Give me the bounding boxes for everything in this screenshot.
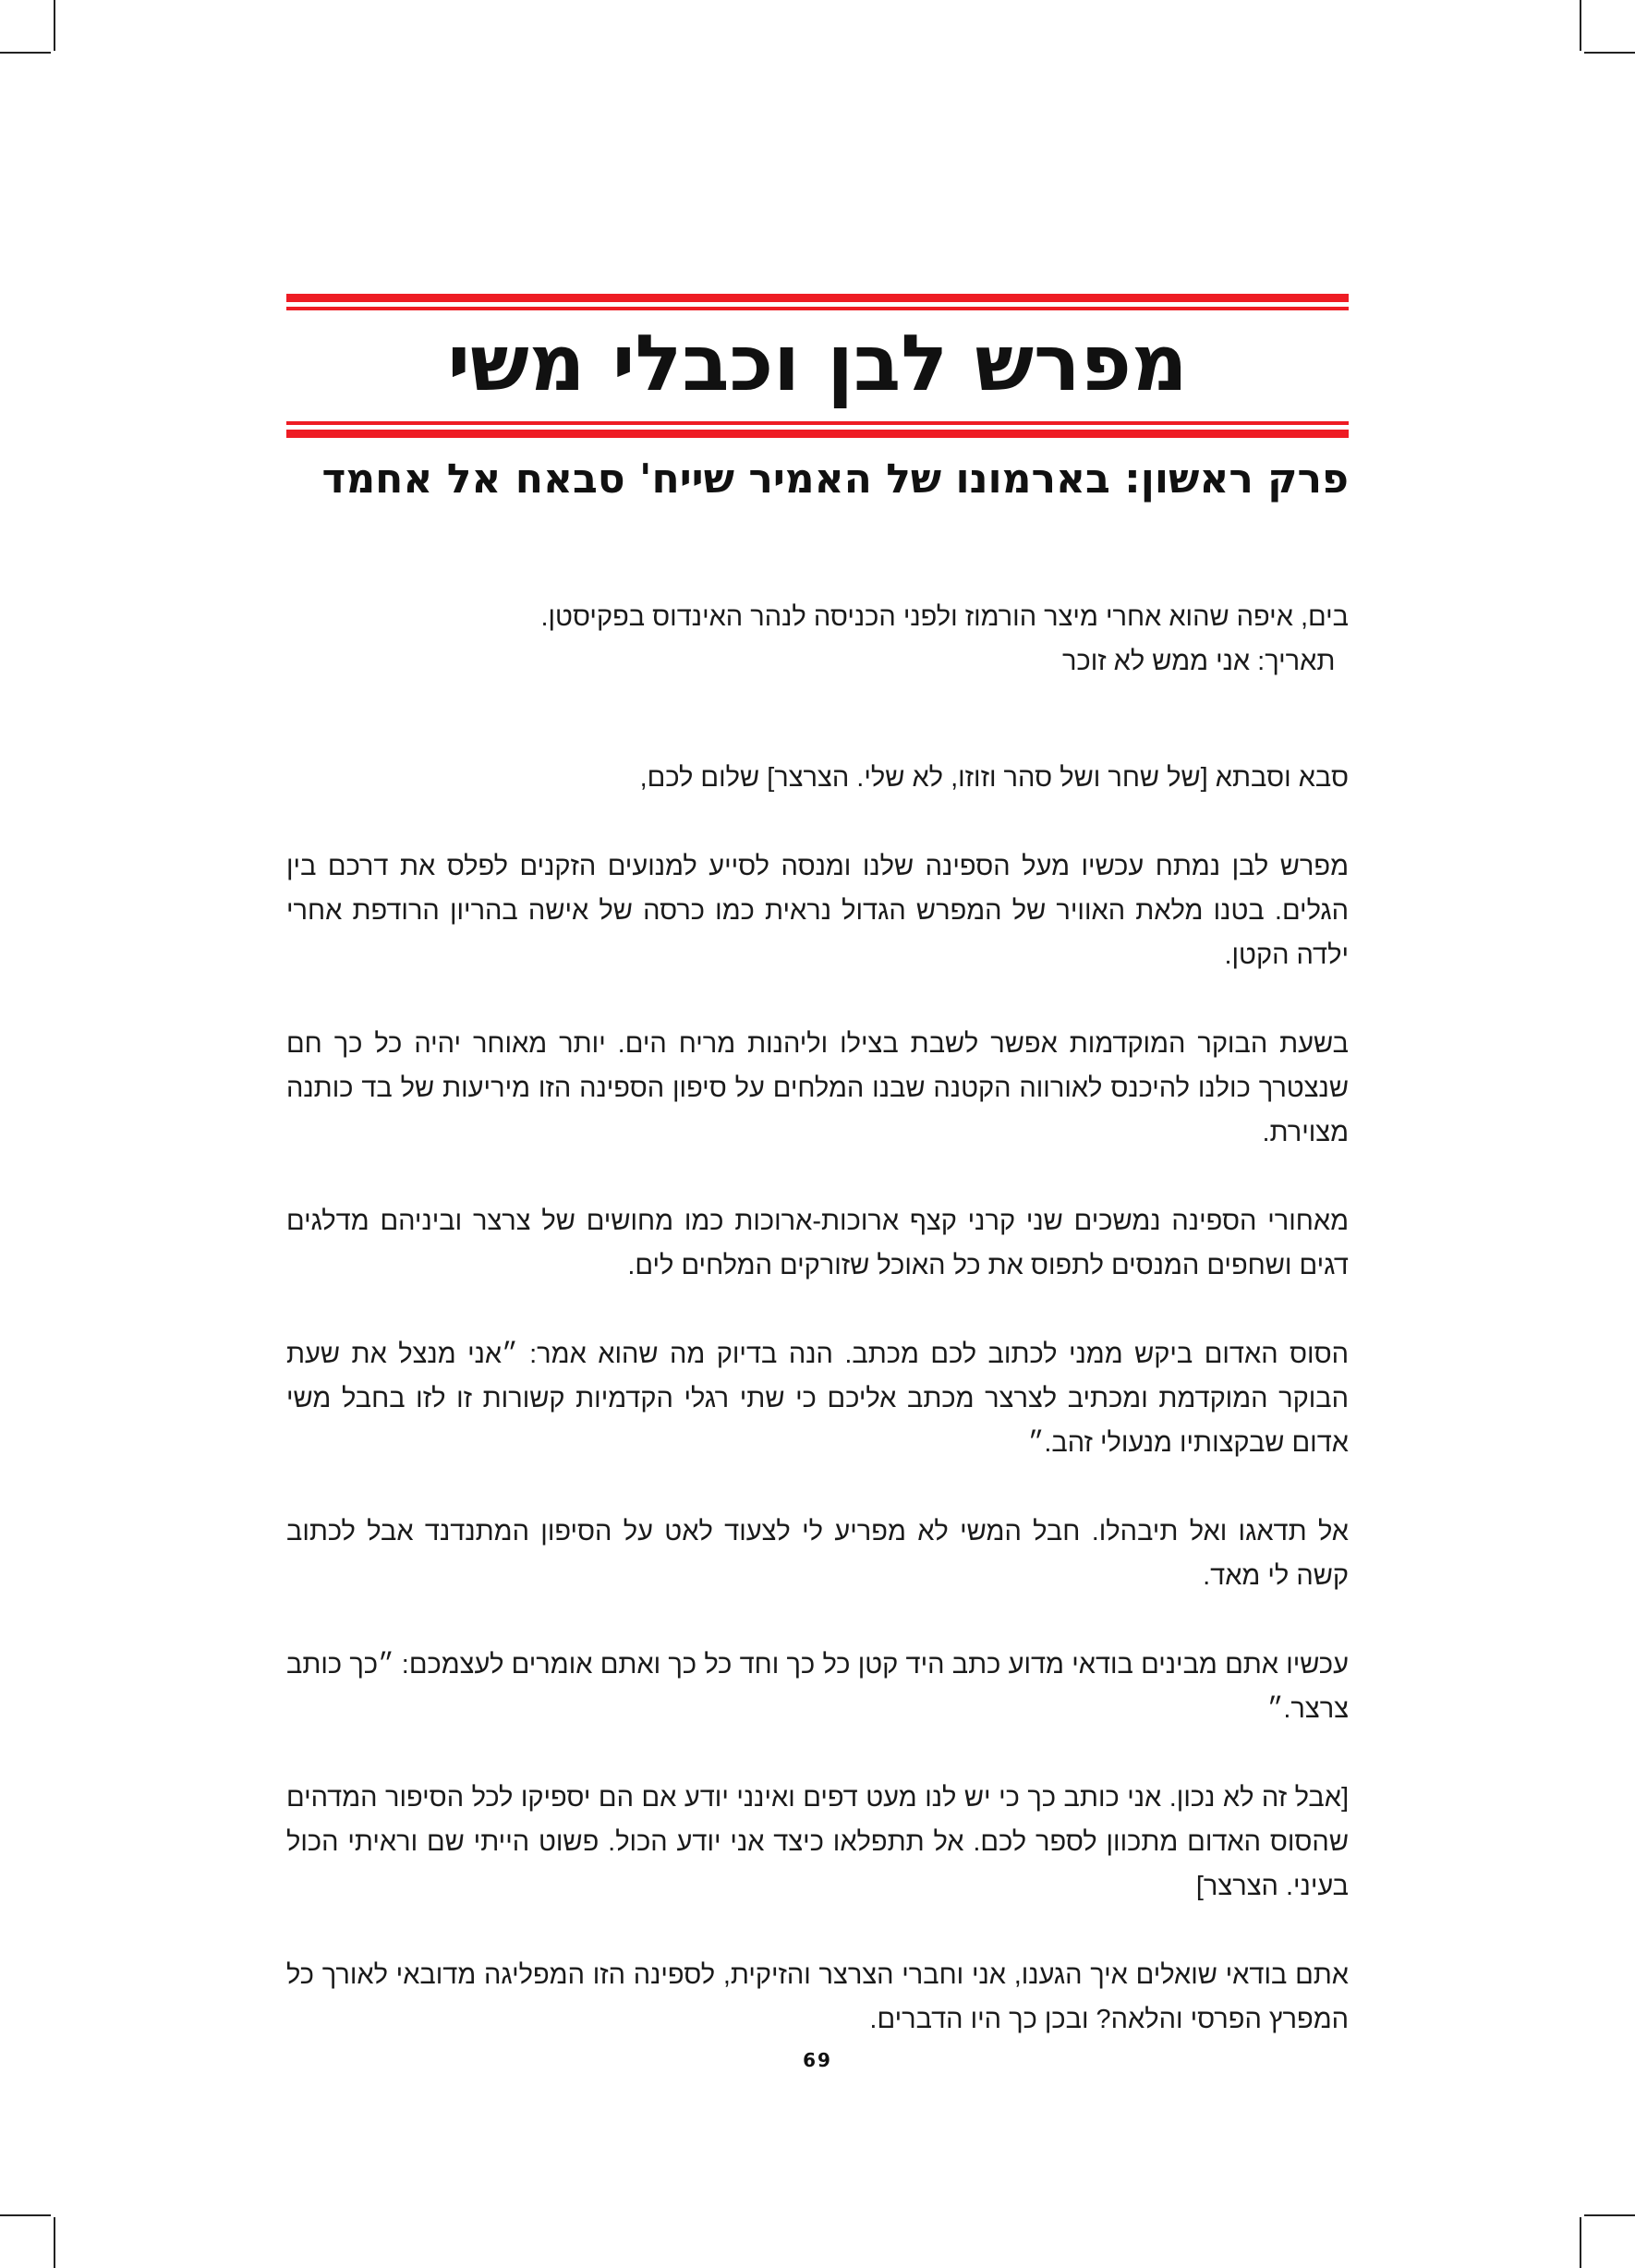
letter-header [286, 595, 1349, 684]
paragraph: אל תדאגו ואל תיבהלו. חבל המשי לא מפריע לי לצעוד לאט על הסיפון המתנדנד אבל לכתוב קשה לי מאד. [286, 1517, 1349, 1591]
chapter-title: פרק ראשון: בארמונו של האמיר שייח' סבאח אל אחמד [321, 455, 1349, 503]
paragraph: [אבל זה לא נכון. אני כותב כך כי יש לנו מעט דפים ואינני יודע אם הם יספיקו לכל הסיפור המדהים שהסוס האדום מתכוון לספר לכם. אל תתפלאו כיצד אני יודע הכול. פשוט הייתי שם וראיתי הכול בעיני. הצרצר] [286, 1783, 1349, 1901]
date-line: תאריך: אני ממש לא זוכר [1062, 647, 1336, 676]
paragraph: אתם בודאי שואלים איך הגענו, אני וחברי הצרצר והזיקית, לספינה הזו המפליגה מדובאי לאורך כל המפרץ הפרסי והלאה? ובכן כך היו הדברים. [286, 1960, 1349, 2034]
location-line: בים, איפה שהוא אחרי מיצר הורמוז ולפני הכניסה לנהר האינדוס בפקיסטן. [540, 602, 1349, 632]
crop-mark-bottom-right-horizontal [1584, 2214, 1635, 2216]
paragraph: הסוס האדום ביקש ממני לכתוב לכם מכתב. הנה בדיוק מה שהוא אמר: ״אני מנצל את שעת הבוקר המוקדמת ומכתיב לצרצר מכתב אליכם כי שתי רגלי הקדמיות קשורות זו לזו בחבל משי אדום שבקצותיו מנעולי זהב.״ [286, 1340, 1349, 1458]
title-top-rule [286, 294, 1349, 310]
crop-mark-bottom-right-vertical [1580, 2217, 1581, 2268]
paragraph: עכשיו אתם מבינים בודאי מדוע כתב היד קטן כל כך וחד כל כך ואתם אומרים לעצמכם: ״כך כותב צרצר.״ [286, 1650, 1349, 1724]
crop-mark-top-left-horizontal [0, 52, 51, 54]
paragraph: בשעת הבוקר המוקדמות אפשר לשבת בצילו וליהנות מריח הים. יותר מאוחר יהיה כל כך חם שנצטרך כולנו להיכנס לאורווה הקטנה שבנו המלחים על סיפון הספינה הזו מיריעות של בד כותנה מצוירת. [286, 1029, 1349, 1147]
crop-mark-bottom-left-horizontal [0, 2214, 51, 2216]
paragraph: סבא וסבתא [של שחר ושל סהר וזוזו, לא שלי. הצרצר] שלום לכם, [639, 763, 1349, 793]
title-bottom-rule [286, 421, 1349, 438]
paragraph: מפרש לבן נמתח עכשיו מעל הספינה שלנו ומנסה לסייע למנועים הזקנים לפלס את דרכם בין הגלים. בטנו מלאת האוויר של המפרש הגדול נראית כמו כרסה של אישה בהריון הרודפת אחרי ילדה הקטן. [286, 852, 1349, 970]
letter-body [286, 756, 1349, 2086]
paragraph: מאחורי הספינה נמשכים שני קרני קצף ארוכות-ארוכות כמו מחושים של צרצר וביניהם מדלגים דגים ושחפים המנסים לתפוס את כל האוכל שזורקים המלחים לים. [286, 1207, 1349, 1280]
page-number: 69 [803, 2049, 832, 2071]
crop-mark-top-right-horizontal [1584, 52, 1635, 54]
crop-mark-top-left-vertical [54, 0, 55, 51]
crop-mark-top-right-vertical [1580, 0, 1581, 51]
page-title: מפרש לבן וכבלי משי [447, 318, 1188, 408]
crop-mark-bottom-left-vertical [54, 2217, 55, 2268]
